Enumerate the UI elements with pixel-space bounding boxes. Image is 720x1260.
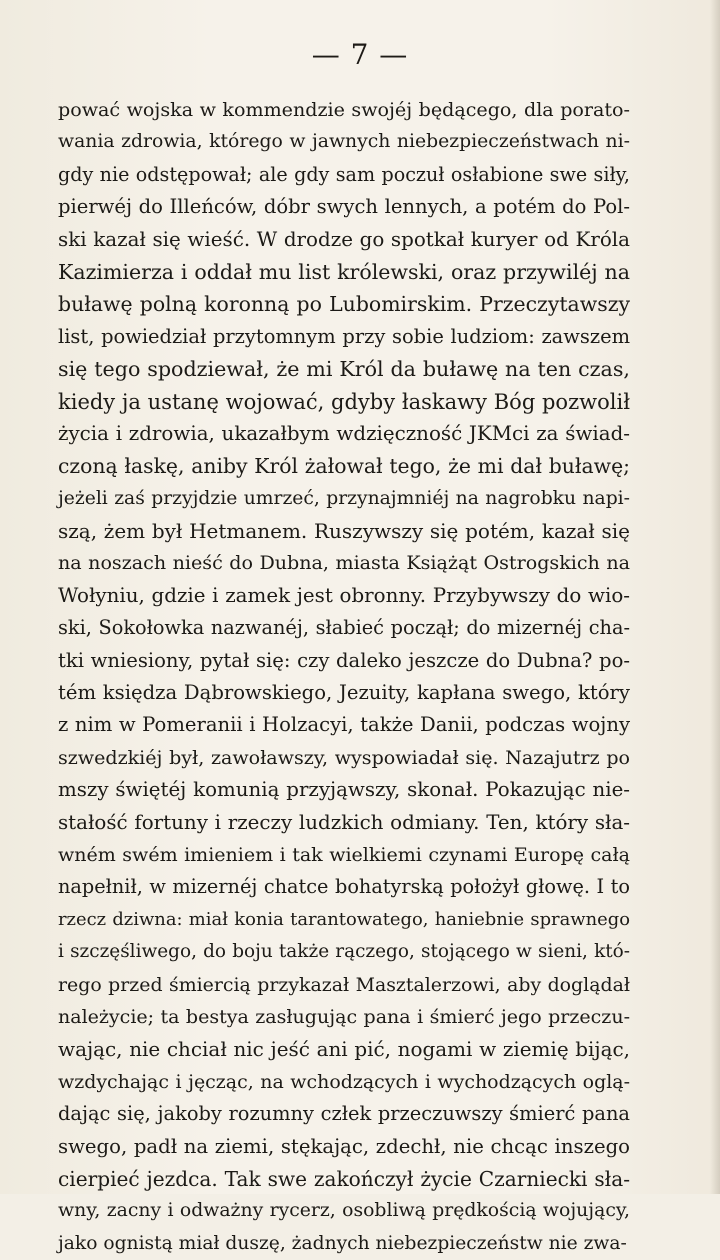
text-line: dając się, jakoby rozumny człek przeczuwszy śmierć pana [58, 1102, 630, 1126]
text-line: stałość fortuny i rzeczy ludzkich odmiany. Ten, który sła- [58, 810, 630, 834]
text-line: należycie; ta bestya zasługując pana i śmierć jego przeczu- [58, 1005, 630, 1028]
body-text [58, 94, 630, 1260]
text-line: wając, nie chciał nic jeść ani pić, nogami w ziemię bijąc, [58, 1037, 630, 1062]
text-line: szą, żem był Hetmanem. Ruszywszy się potém, kazał się [58, 519, 630, 544]
text-line: kiedy ja ustanę wojować, gdyby łaskawy Bóg pozwolił [58, 389, 630, 414]
text-line: życia i zdrowia, ukazałbym wdzięczność JKMci za świad- [58, 421, 630, 445]
text-line: mszy świętéj komunią przyjąwszy, skonał. Pokazując nie- [58, 778, 630, 802]
text-line: z nim w Pomeranii i Holzacyi, także Danii, podczas wojny [58, 713, 630, 737]
text-line: swego, padł na ziemi, stękając, zdechł, nie chcąc inszego [58, 1134, 630, 1158]
text-line: ski, Sokołowka nazwanéj, słabieć począł; do mizernéj cha- [58, 616, 630, 640]
text-line: gdy nie odstępował; ale gdy sam poczuł osłabione swe siły, [58, 162, 630, 186]
text-line: się tego spodziewał, że mi Król da buławę na ten czas, [58, 357, 630, 382]
text-line: buławę polną koronną po Lubomirskim. Przeczytawszy [58, 292, 630, 317]
text-line: pierwéj do Illeńców, dóbr swych lennych, a potém do Pol- [58, 195, 630, 219]
text-line: list, powiedział przytomnym przy sobie ludziom: zawszem [58, 324, 630, 348]
text-line: wny, zacny i odważny rycerz, osobliwą prędkością wojujący, [58, 1200, 630, 1222]
text-line: wzdychając i jęcząc, na wchodzących i wychodzących oglą- [58, 1070, 630, 1093]
text-line: Wołyniu, gdzie i zamek jest obronny. Przybywszy do wio- [58, 583, 630, 607]
text-line: na noszach nieść do Dubna, miasta Książąt Ostrogskich na [58, 551, 630, 575]
text-line: cierpieć jezdca. Tak swe zakończył życie Czarniecki sła- [58, 1166, 630, 1191]
text-line: wném swém imieniem i tak wielkiemi czynami Europę całą [58, 843, 630, 866]
text-line: napełnił, w mizernéj chatce bohatyrską położył głowę. I to [58, 875, 630, 899]
text-line: tém księdza Dąbrowskiego, Jezuity, kapłana swego, który [58, 681, 630, 705]
page-number-header: — 7 — [311, 38, 409, 71]
text-line: czoną łaskę, aniby Król żałował tego, że mi dał buławę; [58, 454, 630, 479]
text-line: wania zdrowia, którego w jawnych niebezpieczeństwach ni- [58, 131, 630, 153]
text-line: pować wojska w kommendzie swojéj będącego, dla porato- [58, 98, 630, 121]
page-edge-shadow [710, 0, 720, 1194]
text-line: ski kazał się wieść. W drodze go spotkał kuryer od Króla [58, 227, 630, 251]
text-line: szwedzkiéj był, zawoławszy, wyspowiadał się. Nazajutrz po [58, 746, 630, 769]
text-line: tki wniesiony, pytał się: czy daleko jeszcze do Dubna? po- [58, 648, 630, 672]
text-line: jako ognistą miał duszę, żadnych niebezpieczeństw nie zwa- [58, 1232, 627, 1254]
text-line: jeżeli zaś przyjdzie umrzeć, przynajmniéj na nagrobku napi- [58, 487, 630, 509]
text-line: Kazimierza i oddał mu list królewski, oraz przywiléj na [58, 259, 630, 284]
text-line: rego przed śmiercią przykazał Masztalerzowi, aby doglądał [58, 973, 630, 996]
text-line: rzecz dziwna: miał konia tarantowatego, haniebnie sprawnego [58, 908, 630, 930]
text-line: i szczęśliwego, do boju także rączego, stojącego w sieni, któ- [58, 941, 630, 963]
